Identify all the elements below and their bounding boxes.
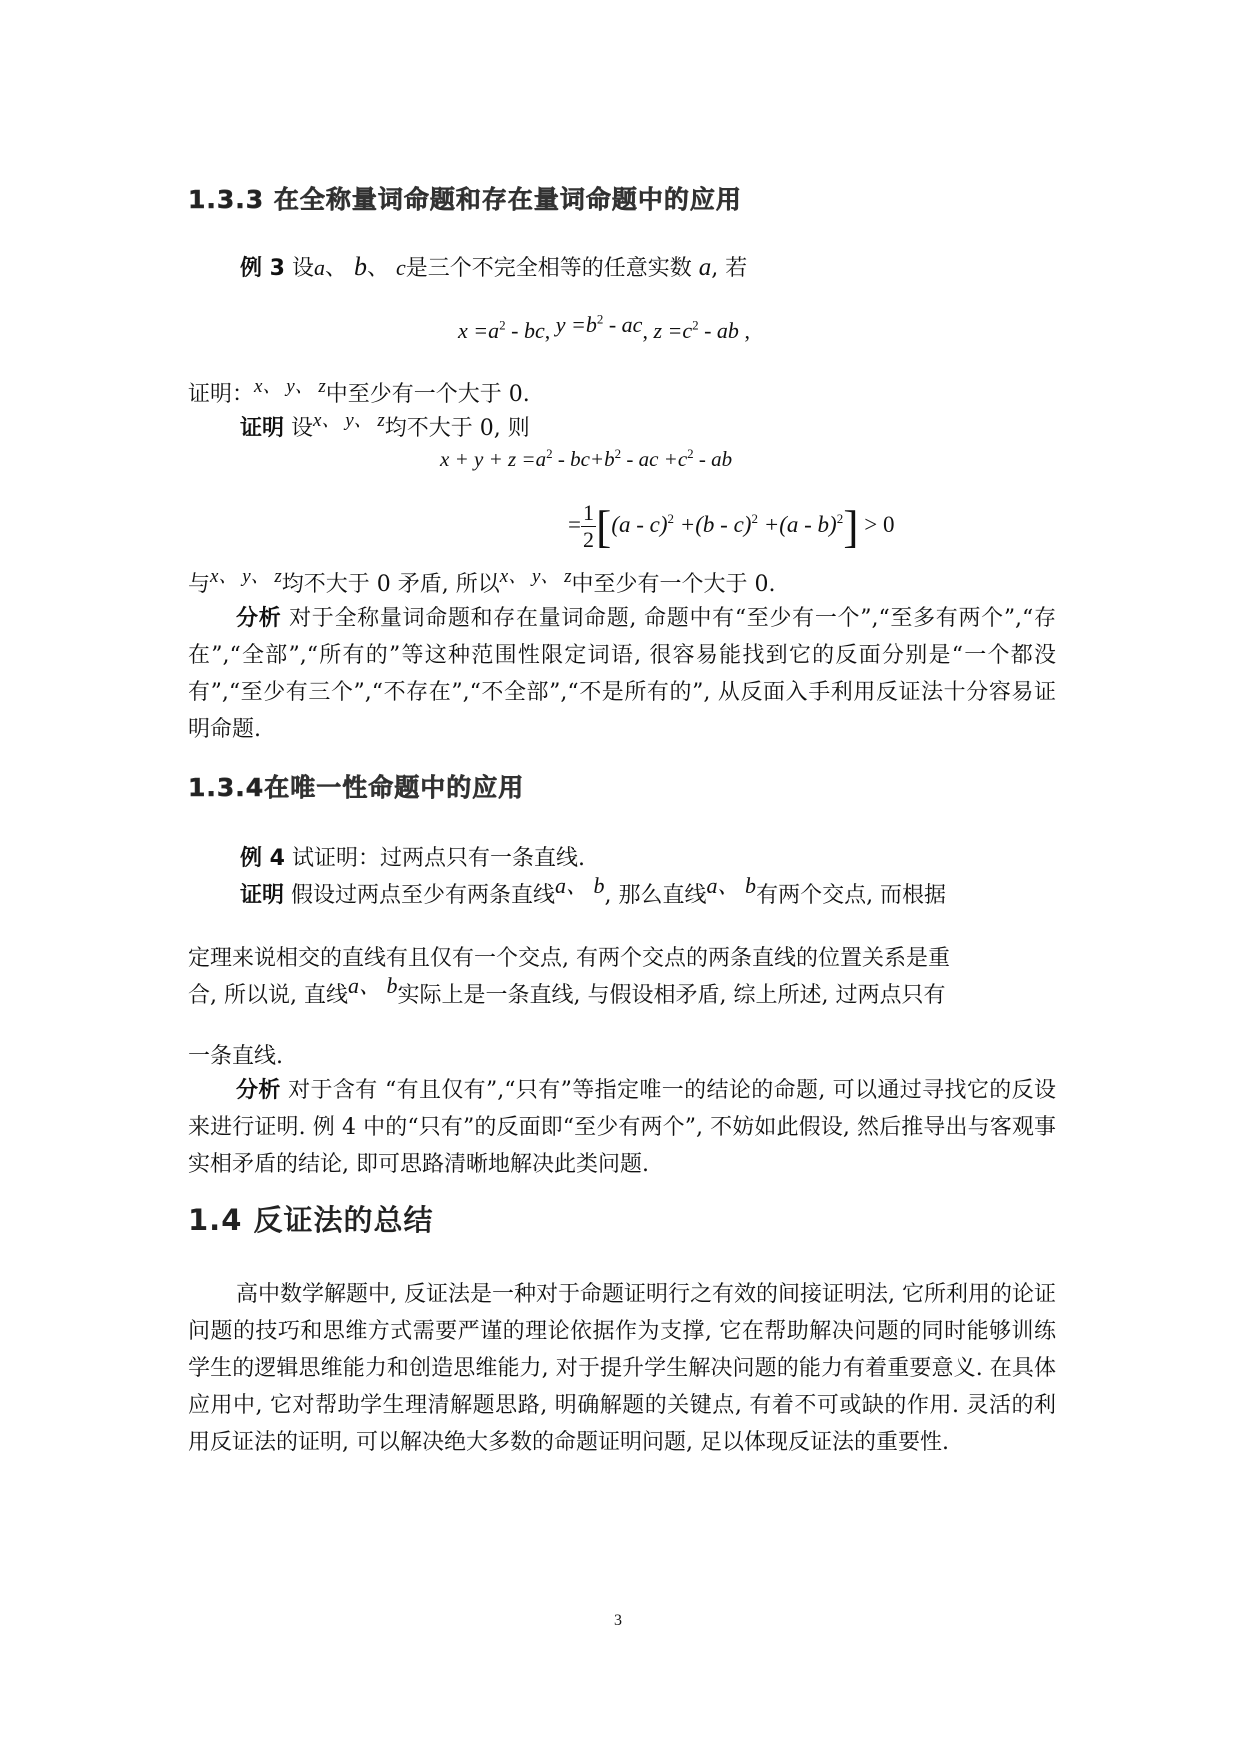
fraction-denominator: 2 [582, 527, 594, 552]
proof-4-line-4: 一条直线. [188, 1044, 283, 1069]
math-vars-xyz: x、 y、 z [254, 376, 326, 397]
example-text: 试证明：过两点只有一条直线. [291, 846, 585, 871]
text-fragment: 均不大于 0, 则 [384, 416, 530, 441]
section-heading-1-4 [188, 1198, 434, 1239]
claim-prefix: 证明： [188, 382, 255, 407]
section-title: 反证法的总结 [253, 1203, 434, 1237]
proof-3-conclusion [188, 566, 776, 604]
analysis-text: 对于含有 “有且仅有”,“只有”等指定唯一的结论的命题, 可以通过寻找它的反设来进行证明. 例 4 中的“只有”的反面即“至少有两个”, 不妨如此假设, 然后推导出与客观事实相矛盾的结论, 即可思路清晰地解决此类问题. [188, 1078, 1056, 1177]
example-label: 例 3 [240, 256, 285, 281]
math-vars-xyz: x、 y、 z [210, 566, 282, 587]
math-vars-ab: a、 b [706, 873, 757, 898]
example-3-statement [240, 248, 747, 287]
math-vars-xyz: x、 y、 z [499, 566, 572, 587]
text-fragment: 设 [291, 416, 314, 441]
example-label: 例 4 [240, 846, 285, 871]
analysis-3-paragraph [188, 600, 1056, 748]
separator: 、 [367, 256, 390, 281]
fraction-one-half [581, 500, 596, 553]
separator: 、 [324, 256, 347, 281]
text-fragment: 是三个不完全相等的任意实数 [405, 256, 692, 281]
def-z: $z =c^2$ - ab [653, 318, 739, 344]
section-number: 1.3.4 [188, 773, 265, 802]
text-fragment: , 若 [711, 256, 748, 281]
analysis-4-paragraph [188, 1072, 1056, 1183]
summary-paragraph: 高中数学解题中, 反证法是一种对于命题证明行之有效的间接证明法, 它所利用的论证问题的技巧和思维方式需要严谨的理论依据作为支撑, 它在帮助解决问题的同时能够训练学生的逻辑思维能力和创造思维能力, 对于提升学生解决问题的能力有着重要意义. 在具体应用中, 它对帮助学生理清解题思路, 明确解题的关键点, 有着不可或缺的作用. 灵活的利用反证法的证明, 可以解决绝大多数的命题证明问题, 足以体现反证法的重要性. [188, 1282, 1056, 1455]
math-var-c: c [396, 255, 406, 280]
page-number: 3 [614, 1612, 622, 1629]
section-title: 在全称量词命题和存在量词命题中的应用 [273, 185, 742, 214]
proof-label: 证明 [240, 416, 285, 441]
proof-label: 证明 [240, 883, 285, 908]
text-fragment: 有两个交点, 而根据 [756, 883, 947, 908]
proof-4-line-1 [240, 873, 947, 914]
text-fragment: 实际上是一条直线, 与假设相矛盾, 综上所述, 过两点只有 [397, 983, 946, 1008]
text-fragment: 假设过两点至少有两条直线 [291, 883, 556, 908]
math-vars-ab: a、 b [347, 973, 398, 998]
section-number: 1.4 [188, 1203, 243, 1237]
section-heading-1-3-4 [188, 768, 524, 804]
def-y: $y =b^2$ - ac [555, 312, 643, 338]
text-fragment: 合, 所以说, 直线 [188, 983, 348, 1008]
text-fragment: 与 [188, 572, 211, 597]
text-fragment: , 那么直线 [604, 883, 707, 908]
math-var-a: a [313, 255, 325, 280]
proof-4-line-2: 定理来说相交的直线有且仅有一个交点, 有两个交点的两条直线的位置关系是重 [188, 946, 950, 971]
analysis-label: 分析 [236, 1078, 281, 1103]
inequality-result: > 0 [864, 511, 895, 537]
section-number: 1.3.3 [188, 185, 265, 214]
claim-suffix: 中至少有一个大于 0. [325, 382, 530, 407]
text-fragment: 中至少有一个大于 0. [571, 572, 776, 597]
text-fragment: 设 [291, 256, 314, 281]
analysis-text: 对于全称量词命题和存在量词命题, 命题中有“至少有一个”,“至多有两个”,“存在”,“全部”,“所有的”等这种范围性限定词语, 很容易能找到它的反面分别是“一个都没有”,“至少有三个”,“不存在”,“不全部”,“不是所有的”, 从反面入手利用反证法十分容易证明命题. [188, 606, 1056, 742]
proof-4-line-3 [188, 973, 946, 1014]
math-vars-xyz: x、 y、 z [313, 410, 385, 431]
equation-half-sum-squares: = $\frac{1}{2}$ [(a - c)$^2$ +(b - c)$^2$ +(a - b)$^2$] > 0 [568, 500, 895, 552]
text-fragment: 均不大于 0 矛盾, 所以 [281, 572, 500, 597]
section-title: 在唯一性命题中的应用 [264, 773, 525, 802]
math-var-b: b [354, 252, 367, 281]
definitions-equation: $x =a^2$ - bc, $y =b^2$ - ac, $z =c^2$ - ab , [458, 312, 750, 344]
math-vars-ab: a、 b [555, 873, 605, 898]
fraction-numerator: 1 [582, 500, 594, 525]
proof-3-intro [240, 410, 530, 448]
example-4-statement [240, 840, 585, 877]
equals-sign: = [568, 511, 581, 537]
def-x: $x =a^2$ - bc [458, 318, 545, 344]
analysis-label: 分析 [236, 606, 282, 631]
equation-sum: $x + y + z =a^2 - bc+b^2$ - ac $+c^2$ - ab [440, 446, 733, 471]
claim-statement [188, 376, 530, 414]
math-var-a: a [698, 254, 712, 281]
section-heading-1-3-3 [188, 180, 742, 216]
